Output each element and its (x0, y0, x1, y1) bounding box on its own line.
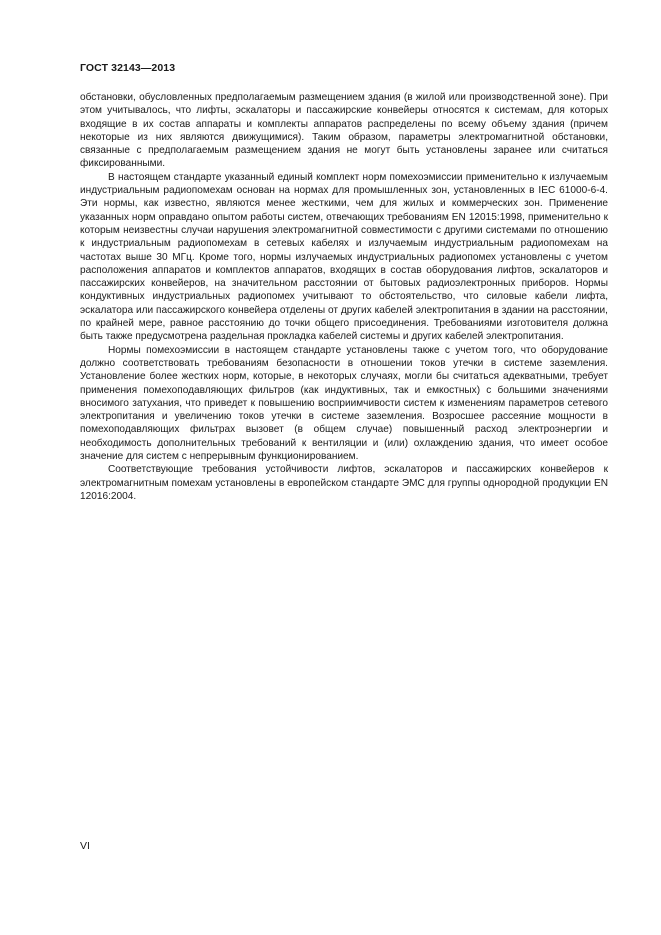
paragraph-immunity-requirements: Соответствующие требования устойчивости лифтов, эскалаторов и пассажирских конвейеров к электромагнитным помехам установлены в европейском стандарте ЭМС для группы однородной продукции EN 12016:2004. (80, 464, 608, 502)
document-body (80, 91, 608, 503)
page-number: VI (80, 840, 90, 852)
document-header: ГОСТ 32143—2013 (80, 62, 176, 74)
paragraph-emission-norms: В настоящем стандарте указанный единый комплект норм помехоэмиссии применительно к излучаемым индустриальным радиопомехам основан на нормах для промышленных зон, установленных в IEC 61000-6-4. Эти нормы, как известно, являются менее жесткими, чем для жилых и коммерческих зон. Применение указанных норм оправдано опытом работы систем, отвечающих требованиям EN 12015:1998, применительно к которым неизвестны случаи нарушения электромагнитной совместимости с другими системами по отношению к индустриальным радиопомехам в сетевых кабелях и излучаемым индустриальным радиопомехам на частотах выше 30 МГц. Кроме того, нормы излучаемых индустриальных радиопомех установлены с учетом расположения аппаратов и комплектов аппаратов, входящих в состав оборудования лифтов, эскалаторов и пассажирских конвейеров, на значительном расстоянии от бытовых радиоэлектронных приборов. Нормы кондуктивных индустриальных радиопомех учитывают то обстоятельство, что силовые кабели лифта, эскалатора или пассажирского конвейера отделены от других кабелей электропитания в здании на расстоянии, по крайней мере, равное расстоянию до точки общего присоединения. Требованиями изготовителя должна быть также предусмотрена раздельная прокладка кабелей системы и других кабелей электропитания. (80, 171, 608, 343)
paragraph-continuation: обстановки, обусловленных предполагаемым размещением здания (в жилой или производственной зоне). При этом учитывалось, что лифты, эскалаторы и пассажирские конвейеры относятся к системам, для которых входящие в их состав аппараты и комплекты аппаратов распределены по всему объему здания (причем некоторые из них являются движущимися). Таким образом, параметры электромагнитной обстановки, связанные с предполагаемым размещением здания не могут быть установлены заранее или считаться фиксированными. (80, 92, 608, 170)
paragraph-safety-norms: Нормы помехоэмиссии в настоящем стандарте установлены также с учетом того, что оборудование должно соответствовать требованиям безопасности в отношении токов утечки в системе заземления. Установление более жестких норм, которые, в некоторых случаях, могли бы считаться адекватными, требует применения помехоподавляющих фильтров (как индуктивных, так и емкостных) с большими значениями вносимого затухания, что приведет к повышению восприимчивости систем к изменениям параметров сетевого электропитания и увеличению токов утечки в системе заземления. Возросшее рассеяние мощности в помехоподавляющих фильтрах вызовет (в общем случае) повышенный расход электроэнергии и необходимость дополнительных требований к вентиляции и (или) охлаждению здания, что имеет особое значение для систем с непрерывным функционированием. (80, 344, 608, 463)
